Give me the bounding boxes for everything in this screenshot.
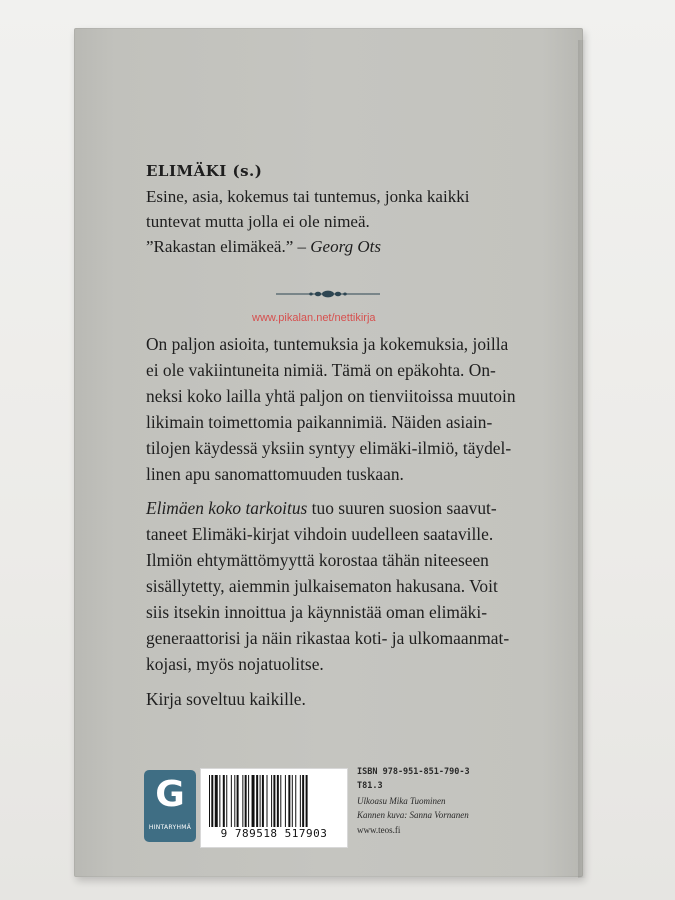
body-line: Kirja soveltuu kaikille. [146, 689, 306, 709]
price-group-label: HINTARYHMÄ [148, 824, 192, 831]
body-line: siis itsekin innoittua ja käynnistää oman elimäki- [146, 602, 487, 622]
body-line: taneet Elimäki-kirjat vihdoin uudelleen saataville. [146, 524, 494, 544]
cover-shadow [578, 40, 586, 878]
quote-author: Georg Ots [310, 237, 381, 256]
definition-heading: ELIMÄKI (s.) [146, 162, 263, 180]
body-line: sisällytetty, aiemmin julkaisematon hakusana. Voit [146, 576, 498, 596]
layout-credit: Ulkoasu Mika Tuominen [357, 796, 446, 806]
body-line: Ilmiön ehtymättömyyttä korostaa tähän niteeseen [146, 550, 489, 570]
publisher-url: www.teos.fi [357, 825, 401, 835]
body-line: likimain toimettomia paikannimiä. Näiden asiain- [146, 412, 493, 432]
price-group-letter: G [155, 774, 185, 815]
definition-line-2: tuntevat mutta jolla ei ole nimeä. [146, 212, 370, 231]
class-code: T81.3 [357, 781, 383, 791]
quote-text: ”Rakastan elimäkeä.” – [146, 237, 307, 256]
barcode-icon [209, 775, 339, 827]
isbn: ISBN 978-951-851-790-3 [357, 767, 470, 777]
watermark: www.pikalan.net/nettikirja [252, 312, 376, 324]
book-title: Elimäen koko tarkoitus [146, 498, 308, 518]
body-line: On paljon asioita, tuntemuksia ja kokemuksia, joilla [146, 334, 509, 354]
definition-quote [146, 237, 381, 257]
price-group-badge [144, 770, 196, 842]
body-line: tilojen käydessä yksiin syntyy elimäki-ilmiö, täydel- [146, 438, 512, 458]
body-line: generaattorisi ja näin rikastaa koti- ja ulkomaanmat- [146, 628, 510, 648]
body-line-rest: tuo suuren suosion saavut- [307, 498, 497, 518]
barcode-digits: 9 789518 517903 [220, 827, 328, 840]
ornament-divider-icon [276, 288, 380, 300]
body-line: linen apu sanomattomuuden tuskaan. [146, 464, 404, 484]
body-line: ei ole vakiintuneita nimiä. Tämä on epäkohta. On- [146, 360, 496, 380]
body-line [146, 498, 497, 519]
definition-line-1: Esine, asia, kokemus tai tuntemus, jonka kaikki [146, 187, 470, 206]
barcode [200, 768, 348, 848]
body-line: kojasi, myös nojatuolitse. [146, 654, 324, 674]
body-line: neksi koko lailla yhtä paljon on tienviitoissa muutoin [146, 386, 516, 406]
cover-credit: Kannen kuva: Sanna Vornanen [357, 810, 469, 820]
